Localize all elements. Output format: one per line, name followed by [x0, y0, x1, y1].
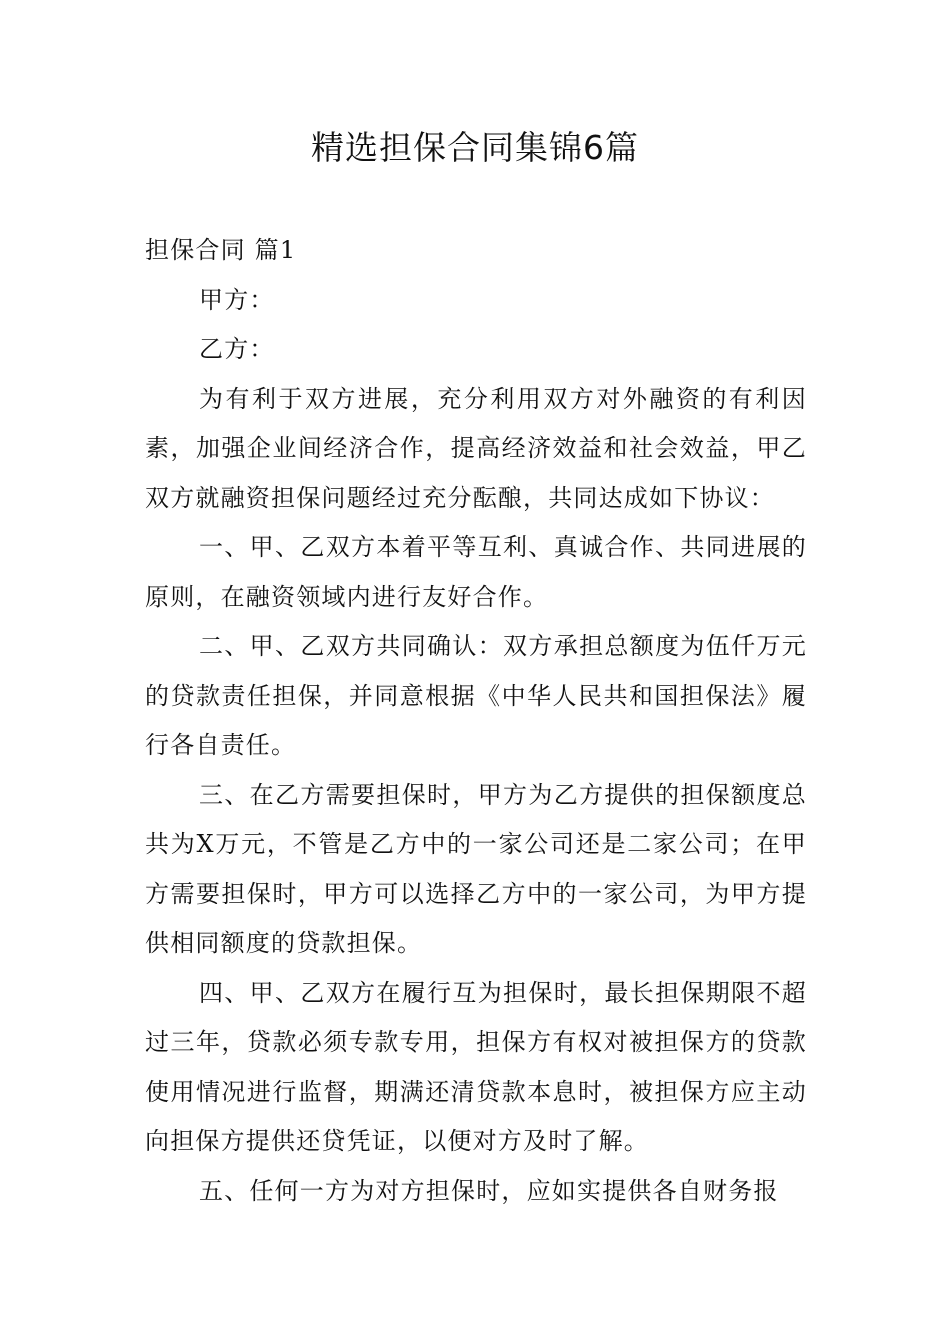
document-title: 精选担保合同集锦6篇	[311, 128, 639, 167]
party-b-line: 乙方：	[199, 335, 275, 363]
party-a-line: 甲方：	[199, 285, 275, 314]
clause-1-paragraph: 一、甲、乙双方本着平等互利、真诚合作、共同进展的原则，在融资领域内进行友好合作。	[145, 533, 807, 611]
preamble-paragraph: 为有利于双方进展，充分利用双方对外融资的有利因素，加强企业间经济合作，提高经济效益和社会效益，甲乙双方就融资担保问题经过充分酝酿，共同达成如下协议：	[145, 384, 807, 512]
clause-2-paragraph: 二、甲、乙双方共同确认：双方承担总额度为伍仟万元的贷款责任担保，并同意根据《中华人民共和国担保法》履行各自责任。	[145, 632, 807, 759]
clause-4-paragraph: 四、甲、乙双方在履行互为担保时，最长担保期限不超过三年，贷款必须专款专用，担保方有权对被担保方的贷款使用情况进行监督，期满还清贷款本息时，被担保方应主动向担保方提供还贷凭证，以便对方及时了解。	[145, 978, 807, 1155]
document-body	[145, 226, 807, 1216]
clause-3-paragraph: 三、在乙方需要担保时，甲方为乙方提供的担保额度总共为X万元，不管是乙方中的一家公司还是二家公司；在甲方需要担保时，甲方可以选择乙方中的一家公司，为甲方提供相同额度的贷款担保。	[145, 780, 807, 957]
section-heading: 担保合同 篇1	[145, 236, 297, 264]
clause-5-paragraph: 五、任何一方为对方担保时，应如实提供各自财务报	[199, 1176, 779, 1205]
